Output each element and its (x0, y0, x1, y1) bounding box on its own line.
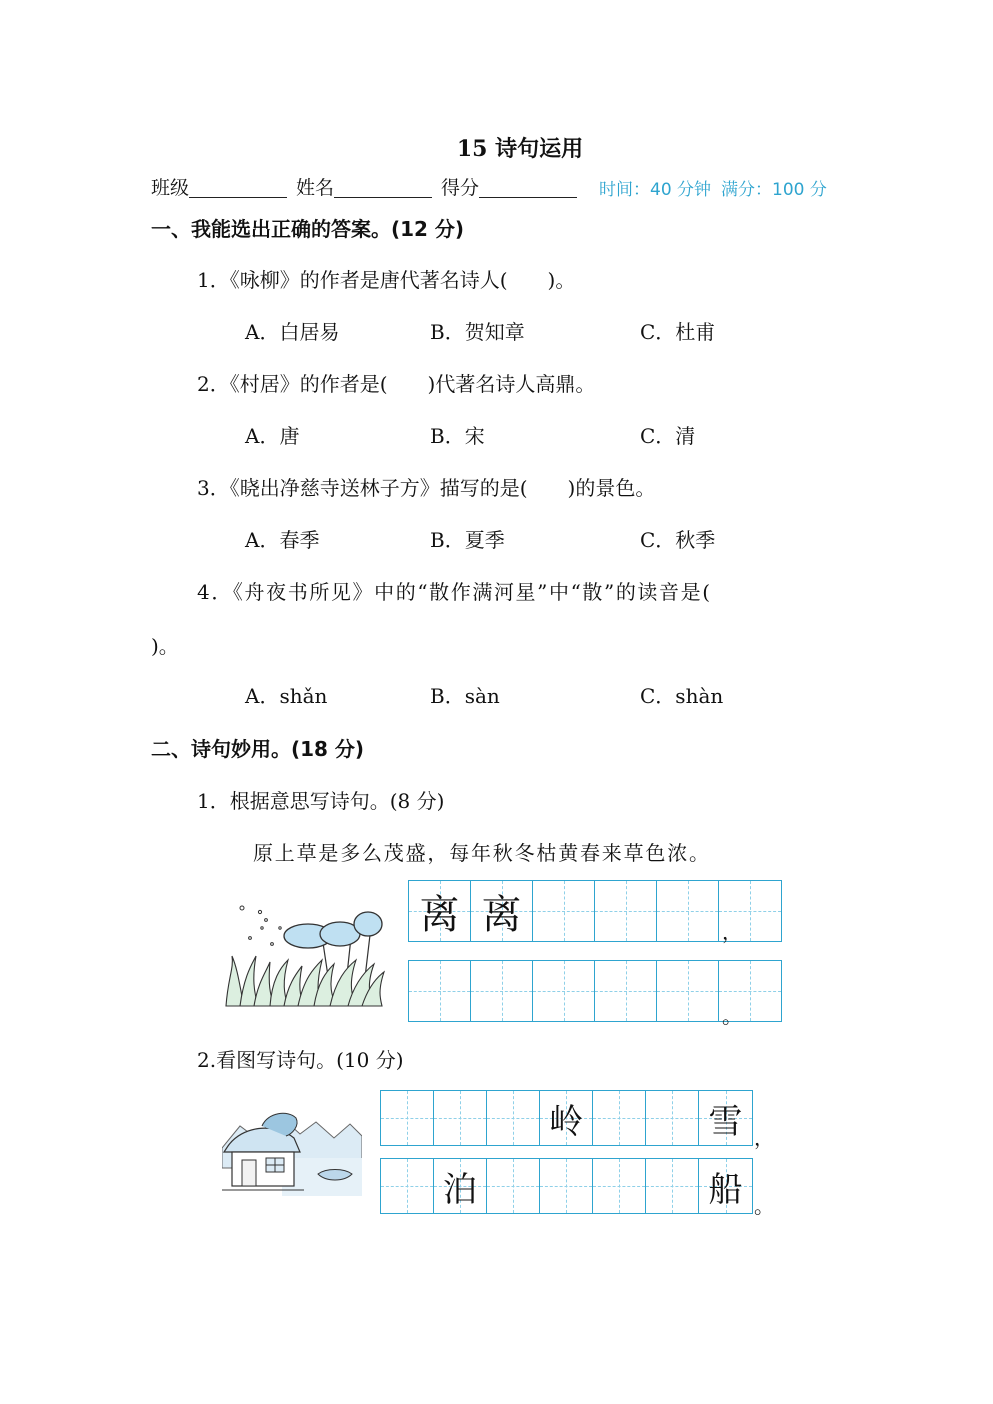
page-title: 15 诗句运用 (456, 136, 584, 162)
s2-question-1: 1．根据意思写诗句。(8 分) (197, 789, 445, 813)
q4-option-a[interactable]: A．shǎn (245, 684, 328, 708)
class-field (151, 173, 287, 200)
question-2: 2．《村居》的作者是( )代著名诗人高鼎。 (197, 372, 596, 396)
period-mark-2: 。 (754, 1194, 774, 1218)
grid-cell[interactable] (646, 1159, 699, 1213)
grid-char: 雪 (708, 1101, 743, 1142)
name-label: 姓名 (296, 177, 335, 199)
grid-cell[interactable] (487, 1091, 540, 1145)
time-limit: 时间：40 分钟 (599, 180, 712, 200)
village-illustration-icon (222, 1108, 362, 1196)
grid-char: 船 (708, 1169, 743, 1210)
grid-cell[interactable] (533, 961, 595, 1021)
grid-cell[interactable] (487, 1159, 540, 1213)
grid-cell[interactable] (409, 881, 471, 941)
question-1: 1．《咏柳》的作者是唐代著名诗人( )。 (197, 268, 576, 292)
section2-heading: 二、诗句妙用。(18 分) (151, 737, 365, 761)
q3-option-b[interactable]: B．夏季 (430, 528, 505, 552)
poem-grid-row-2[interactable] (380, 1158, 753, 1214)
q4-option-b[interactable]: B．sàn (430, 684, 500, 708)
grid-char: 泊 (443, 1169, 477, 1210)
comma-mark: ， (722, 920, 742, 944)
full-score: 满分：100 分 (721, 180, 827, 200)
poem-meaning: 原上草是多么茂盛，每年秋冬枯黄春来草色浓。 (253, 841, 711, 865)
poem-grid-row-1[interactable] (380, 1090, 753, 1146)
q2-option-c[interactable]: C．清 (640, 424, 696, 448)
q3-option-a[interactable]: A．春季 (245, 528, 320, 552)
q1-option-b[interactable]: B．贺知章 (430, 320, 525, 344)
q2-option-b[interactable]: B．宋 (430, 424, 485, 448)
score-blank[interactable] (479, 177, 577, 198)
grid-cell[interactable] (593, 1159, 646, 1213)
grid-cell[interactable] (657, 881, 719, 941)
q2-option-a[interactable]: A．唐 (245, 424, 300, 448)
grid-cell[interactable] (381, 1091, 434, 1145)
period-mark: 。 (722, 1004, 742, 1028)
grid-cell[interactable] (471, 881, 533, 941)
grid-cell[interactable] (595, 961, 657, 1021)
question-4: 4．《舟夜书所见》中的“散作满河星”中“散”的读音是( (197, 580, 712, 604)
grid-cell[interactable] (471, 961, 533, 1021)
question-4-cont: )。 (151, 634, 179, 658)
grass-illustration-icon (222, 898, 387, 1008)
grid-char: 离 (419, 891, 460, 938)
grid-char: 离 (481, 891, 522, 938)
q1-option-c[interactable]: C．杜甫 (640, 320, 716, 344)
name-blank[interactable] (334, 177, 432, 198)
grid-cell[interactable] (593, 1091, 646, 1145)
grid-cell[interactable] (533, 881, 595, 941)
grid-cell[interactable] (409, 961, 471, 1021)
grid-cell[interactable] (540, 1159, 593, 1213)
q3-option-c[interactable]: C．秋季 (640, 528, 716, 552)
grid-cell[interactable] (434, 1159, 487, 1213)
grid-char: 岭 (549, 1101, 583, 1142)
grid-cell[interactable] (699, 1159, 752, 1213)
grid-cell[interactable] (657, 961, 719, 1021)
question-3: 3．《晓出净慈寺送林子方》描写的是( )的景色。 (197, 476, 656, 500)
class-blank[interactable] (189, 177, 287, 198)
comma-mark-2: ， (754, 1126, 774, 1150)
grid-cell[interactable] (540, 1091, 593, 1145)
grid-cell[interactable] (381, 1159, 434, 1213)
q1-option-a[interactable]: A．白居易 (245, 320, 340, 344)
grid-cell[interactable] (434, 1091, 487, 1145)
grid-cell[interactable] (646, 1091, 699, 1145)
score-label: 得分 (441, 177, 480, 199)
name-field (296, 173, 432, 200)
exam-meta (599, 175, 837, 200)
grid-cell[interactable] (595, 881, 657, 941)
section1-heading: 一、我能选出正确的答案。(12 分) (151, 217, 465, 241)
s2-question-2: 2.看图写诗句。(10 分) (197, 1048, 404, 1072)
grid-cell[interactable] (699, 1091, 752, 1145)
q4-option-c[interactable]: C．shàn (640, 684, 724, 708)
class-label: 班级 (151, 177, 190, 199)
score-field (441, 173, 577, 200)
